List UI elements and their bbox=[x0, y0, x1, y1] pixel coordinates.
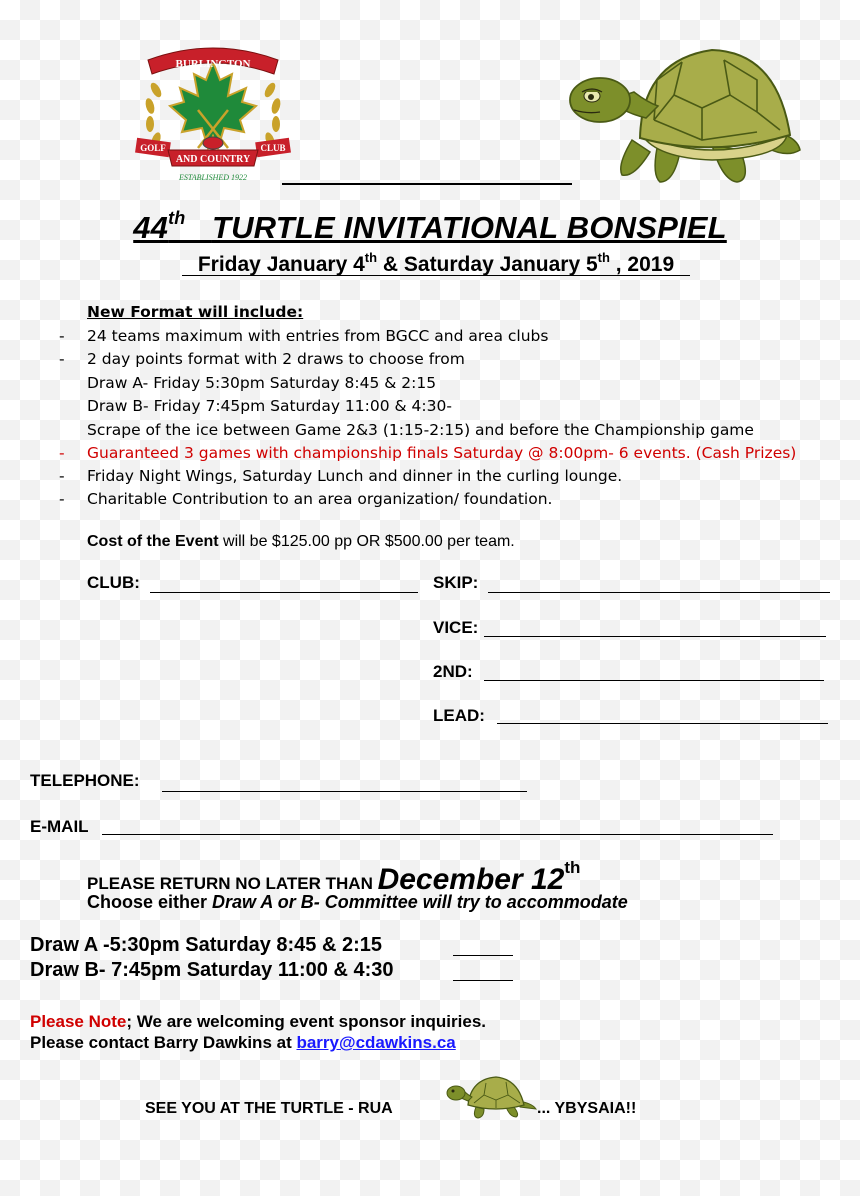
cost-label: Cost of the Event bbox=[87, 533, 219, 550]
maple-leaf-icon bbox=[170, 62, 256, 148]
bullet-dash: - bbox=[59, 350, 65, 368]
format-item: Draw B- Friday 7:45pm Saturday 11:00 & 4:30- bbox=[87, 397, 452, 415]
svg-text:BURLINGTON: BURLINGTON bbox=[175, 58, 251, 70]
draw-a-checkbox[interactable] bbox=[453, 955, 513, 956]
date-sup-2: th bbox=[597, 250, 610, 265]
closing-left: SEE YOU AT THE TURTLE - RUA bbox=[145, 1100, 393, 1117]
turtle-illustration bbox=[562, 40, 807, 188]
format-item: 24 teams maximum with entries from BGCC and area clubs bbox=[87, 327, 549, 345]
svg-text:AND COUNTRY: AND COUNTRY bbox=[175, 154, 251, 165]
format-heading: New Format will include: bbox=[87, 303, 304, 321]
club-field[interactable] bbox=[150, 592, 418, 593]
closing-right: ... YBYSAIA!! bbox=[537, 1100, 637, 1117]
telephone-label: TELEPHONE: bbox=[30, 771, 140, 790]
format-item: 2 day points format with 2 draws to choose from bbox=[87, 350, 465, 368]
lead-field[interactable] bbox=[497, 723, 828, 724]
club-logo bbox=[128, 40, 298, 190]
draw-choice-note bbox=[87, 892, 628, 913]
choose-prefix: Choose either bbox=[87, 892, 213, 912]
contact-line bbox=[30, 1033, 456, 1053]
svg-text:GOLF: GOLF bbox=[140, 143, 166, 153]
title-number: 44 bbox=[133, 210, 169, 245]
signature-line bbox=[282, 183, 572, 185]
draw-b-option: Draw B- 7:45pm Saturday 11:00 & 4:30 bbox=[30, 959, 394, 981]
note-text: ; We are welcoming event sponsor inquiries. bbox=[126, 1012, 486, 1031]
telephone-field[interactable] bbox=[162, 791, 527, 792]
return-date-sup: th bbox=[564, 858, 581, 877]
bullet-dash: - bbox=[59, 467, 65, 485]
skip-label: SKIP: bbox=[433, 573, 479, 592]
format-item-highlight: Guaranteed 3 games with championship finals Saturday @ 8:00pm- 6 events. (Cash Prizes) bbox=[87, 444, 797, 462]
page-title bbox=[0, 208, 860, 246]
cost-text: will be $125.00 pp OR $500.00 per team. bbox=[218, 533, 515, 550]
date-part-2: & Saturday January 5 bbox=[377, 253, 598, 276]
note-label: Please Note bbox=[30, 1012, 127, 1031]
return-prefix: PLEASE RETURN NO LATER THAN bbox=[87, 874, 378, 893]
sponsor-note bbox=[30, 1012, 486, 1032]
vice-label: VICE: bbox=[433, 618, 479, 637]
bullet-dash: - bbox=[59, 490, 65, 508]
draw-b-checkbox[interactable] bbox=[453, 980, 513, 981]
club-label: CLUB: bbox=[87, 573, 140, 592]
bullet-dash: - bbox=[59, 444, 65, 462]
format-item: Draw A- Friday 5:30pm Saturday 8:45 & 2:15 bbox=[87, 374, 437, 392]
contact-email-link[interactable]: barry@cdawkins.ca bbox=[296, 1033, 456, 1052]
svg-text:ESTABLISHED 1922: ESTABLISHED 1922 bbox=[178, 173, 248, 182]
date-part-3: , 2019 bbox=[609, 253, 675, 276]
second-field[interactable] bbox=[484, 680, 824, 681]
email-field[interactable] bbox=[102, 834, 773, 835]
draw-a-option: Draw A -5:30pm Saturday 8:45 & 2:15 bbox=[30, 934, 382, 956]
vice-field[interactable] bbox=[484, 636, 826, 637]
date-part-1: Friday January 4 bbox=[197, 253, 365, 276]
event-dates bbox=[0, 250, 860, 277]
bullet-dash: - bbox=[59, 327, 65, 345]
title-ordinal: th bbox=[168, 208, 186, 228]
return-date: December 12 bbox=[377, 863, 565, 896]
format-item: Friday Night Wings, Saturday Lunch and dinner in the curling lounge. bbox=[87, 467, 623, 485]
format-item: Scrape of the ice between Game 2&3 (1:15-2:15) and before the Championship game bbox=[87, 421, 754, 439]
title-text: TURTLE INVITATIONAL BONSPIEL bbox=[211, 210, 727, 245]
contact-text: Please contact Barry Dawkins at bbox=[30, 1033, 297, 1052]
svg-text:CLUB: CLUB bbox=[260, 143, 286, 153]
skip-field[interactable] bbox=[488, 592, 830, 593]
second-label: 2ND: bbox=[433, 662, 473, 681]
subtitle-underline bbox=[182, 275, 690, 276]
lead-label: LEAD: bbox=[433, 706, 485, 725]
cost-line bbox=[87, 533, 515, 551]
format-item: Charitable Contribution to an area organization/ foundation. bbox=[87, 490, 553, 508]
small-turtle-icon bbox=[446, 1075, 538, 1119]
choose-italic: Draw A or B- Committee will try to accommodate bbox=[212, 892, 628, 912]
date-sup-1: th bbox=[364, 250, 378, 265]
email-label: E-MAIL bbox=[30, 817, 89, 836]
